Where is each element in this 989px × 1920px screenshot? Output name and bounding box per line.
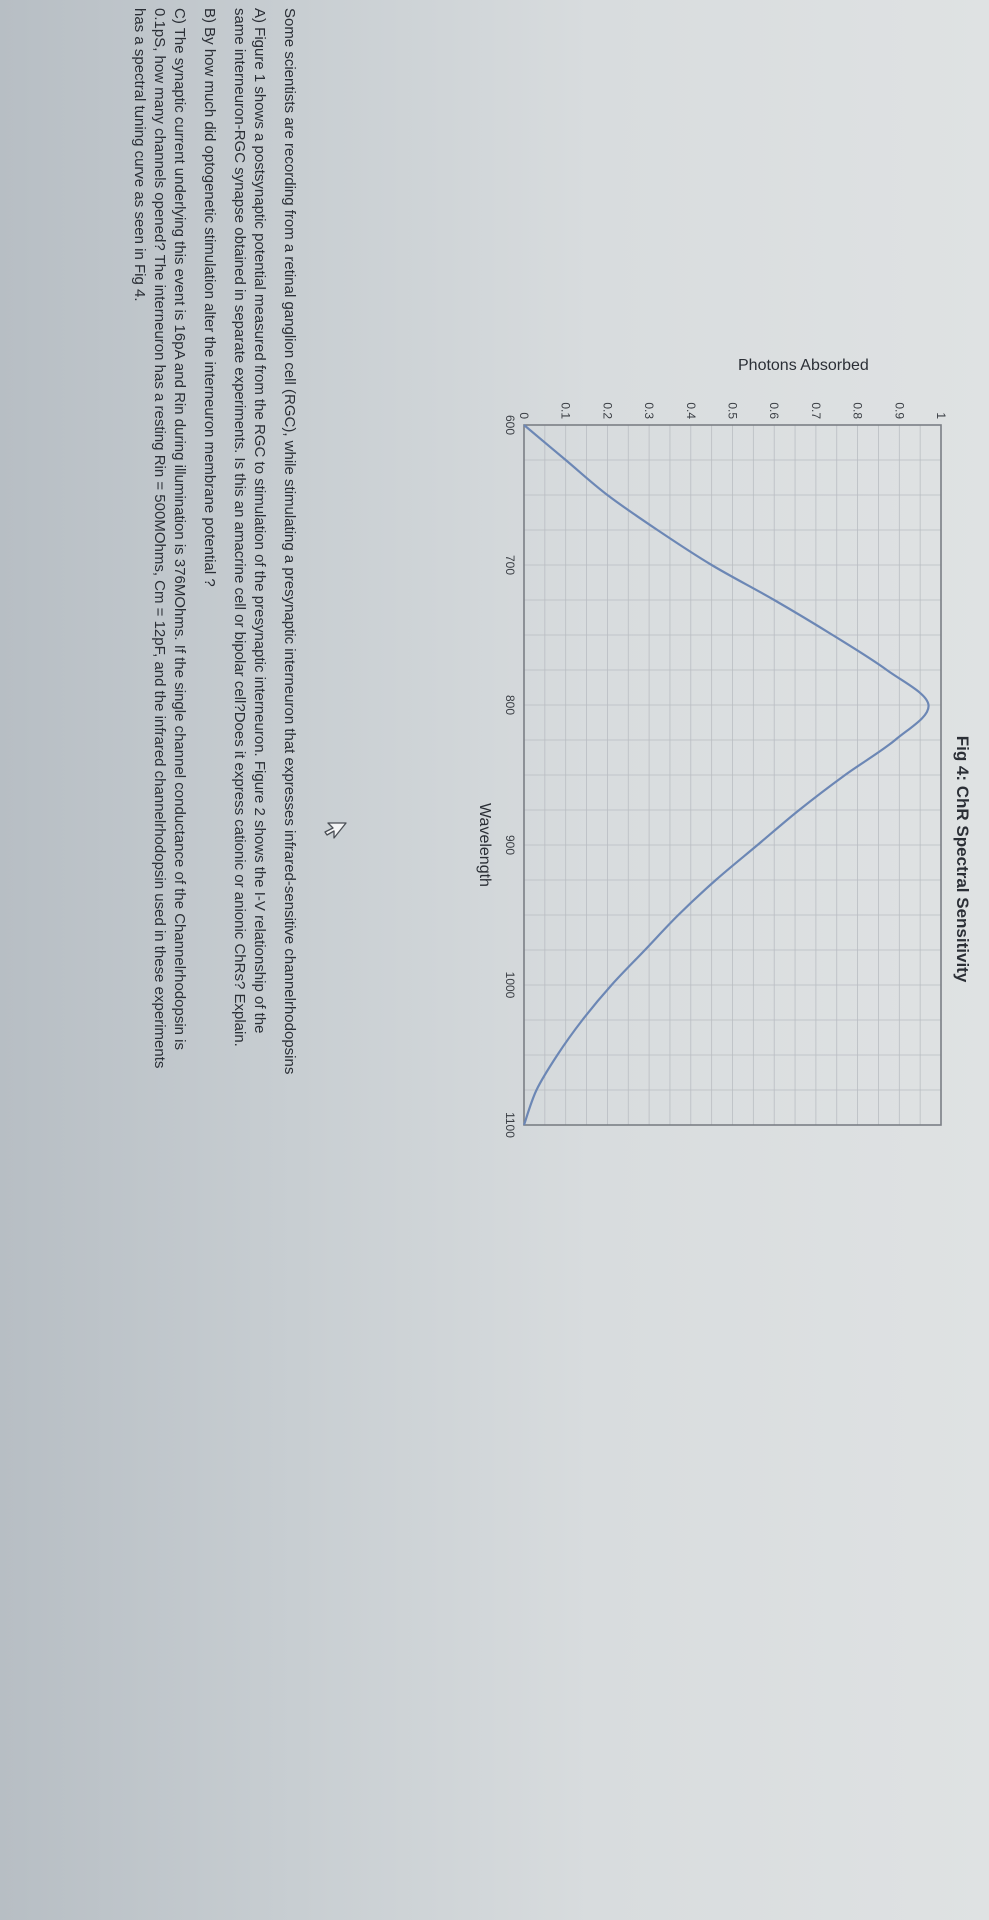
x-tick-label: 1100: [503, 1112, 517, 1138]
y-tick-label: 0.8: [850, 402, 865, 419]
y-axis-label: Photons Absorbed: [738, 357, 869, 374]
x-tick-label: 900: [503, 834, 517, 856]
y-tick-label: 0.4: [683, 402, 698, 419]
question-part-c-line2: 0.1pS, how many channels opened? The interneuron has a resting Rin = 500MOhms, Cm = 12pF, and the infrared channelrhodopsin used in these experiments: [151, 8, 168, 1069]
y-tick-label: 0.3: [642, 402, 657, 419]
y-tick-label: 0.2: [600, 402, 615, 419]
question-part-a-line2: same interneuron-RGC synapse obtained in separate experiments. Is this an amacrine cell or bipolar cell?Does it express cationic or anionic ChRs? Explain.: [231, 8, 248, 1047]
y-tick-labels: [517, 402, 948, 419]
question-part-b: B) By how much did optogenetic stimulation alter the interneuron membrane potential ?: [201, 8, 218, 587]
y-tick-label: 1: [934, 412, 948, 419]
x-tick-label: 700: [503, 554, 517, 576]
question-text-block: [129, 8, 299, 1913]
x-tick-labels: [503, 415, 517, 1138]
mouse-pointer-icon: [323, 820, 349, 846]
question-intro: Some scientists are recording from a retinal ganglion cell (RGC), while stimulating a presynaptic interneuron that expresses infrared-sensitive channelrhodopsins: [281, 8, 298, 1075]
y-tick-label: 0.5: [725, 402, 740, 419]
x-tick-label: 1000: [503, 971, 517, 999]
y-tick-label: 0.1: [558, 402, 573, 419]
spectral-sensitivity-chart: [349, 0, 989, 1920]
y-tick-label: 0: [517, 412, 531, 419]
y-tick-label: 0.9: [892, 402, 907, 419]
question-part-c-line1: C) The synaptic current underlying this event is 16pA and Rin during illumination is 376MOhms. If the single channel conductance of the Channelrhodopsin is: [171, 8, 188, 1050]
question-part-a-line1: A) Figure 1 shows a postsynaptic potential measured from the RGC to stimulation of the presynaptic interneuron. Figure 2 shows the I-V relationship of the: [251, 8, 268, 1034]
chart-title: Fig 4: ChR Spectral Sensitivity: [953, 735, 972, 983]
y-tick-label: 0.6: [767, 402, 782, 419]
grid-lines: [524, 425, 941, 1125]
y-tick-label: 0.7: [808, 402, 823, 419]
x-tick-label: 600: [503, 414, 517, 436]
x-tick-label: 800: [503, 694, 517, 716]
x-axis-label: Wavelength: [476, 803, 493, 887]
question-part-c-line3: has a spectral tuning curve as seen in Fig 4.: [131, 8, 148, 302]
